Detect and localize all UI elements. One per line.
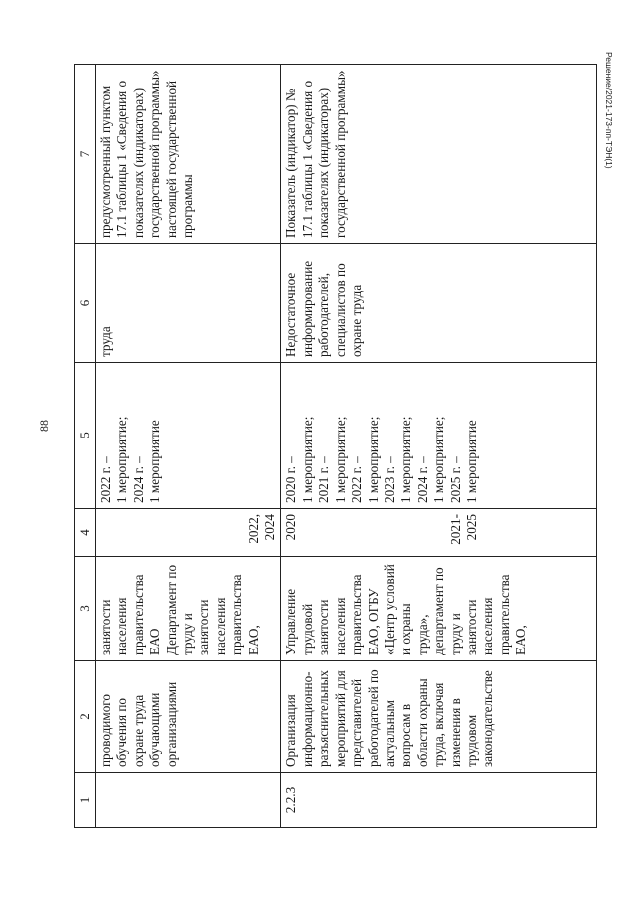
implementation-period: 2020 2021- 2025 [281,509,597,557]
measures-table [74,64,597,828]
indicator-link: Показатель (индикатор) № 17.1 таблицы 1 «Сведения о показателях (индикаторах) государственной программы» [281,65,597,244]
row-number: 2.2.3 [281,773,597,828]
header-cell: 5 [75,363,96,509]
expected-result: 2020 г. – 1 мероприятие; 2021 г. – 1 мероприятие; 2022 г. – 1 мероприятие; 2023 г. – 1 мероприятие; 2024 г. – 1 мероприятие; 2025 г. – 1 мероприятие [281,363,597,509]
header-cell: 1 [75,773,96,828]
row-number [96,773,281,828]
header-cell: 2 [75,661,96,773]
header-cell: 4 [75,509,96,557]
measure-name: Организация информационно-разъяснительных мероприятий для представителей работодателей по актуальным вопросам в области охраны труда, включая изменения в трудовом законодательстве [281,661,597,773]
table-row [281,65,597,828]
responsible-executor: занятости населения правительства ЕАО Департамент по труду и занятости населения правительства ЕАО, [96,557,281,661]
expected-result: 2022 г. – 1 мероприятие; 2024 г. – 1 мероприятие [96,363,281,509]
header-cell: 3 [75,557,96,661]
header-cell: 7 [75,65,96,244]
table-header-row [75,65,96,828]
indicator-link: предусмотренный пунктом 17.1 таблицы 1 «Сведения о показателях (индикаторах) государственной программы» настоящей государственной программы [96,65,281,244]
consequences: Недостаточное информирование работодателей, специалистов по охране труда [281,244,597,363]
consequences: труда [96,244,281,363]
responsible-executor: Управление трудовой занятости населения правительства ЕАО, ОГБУ «Центр условий и охраны труда», департамент по труду и занятости населения правительства ЕАО, [281,557,597,661]
rotated-table-container [74,65,597,828]
page-number: 88 [37,420,51,432]
implementation-period: 2022, 2024 [96,509,281,557]
header-cell: 6 [75,244,96,363]
measure-name: проводимого обучения по охране труда обучающими организациями [96,661,281,773]
document-reference: Решение/2021-173-пп-ТЭН(1) [604,52,614,169]
table-row [96,65,281,828]
